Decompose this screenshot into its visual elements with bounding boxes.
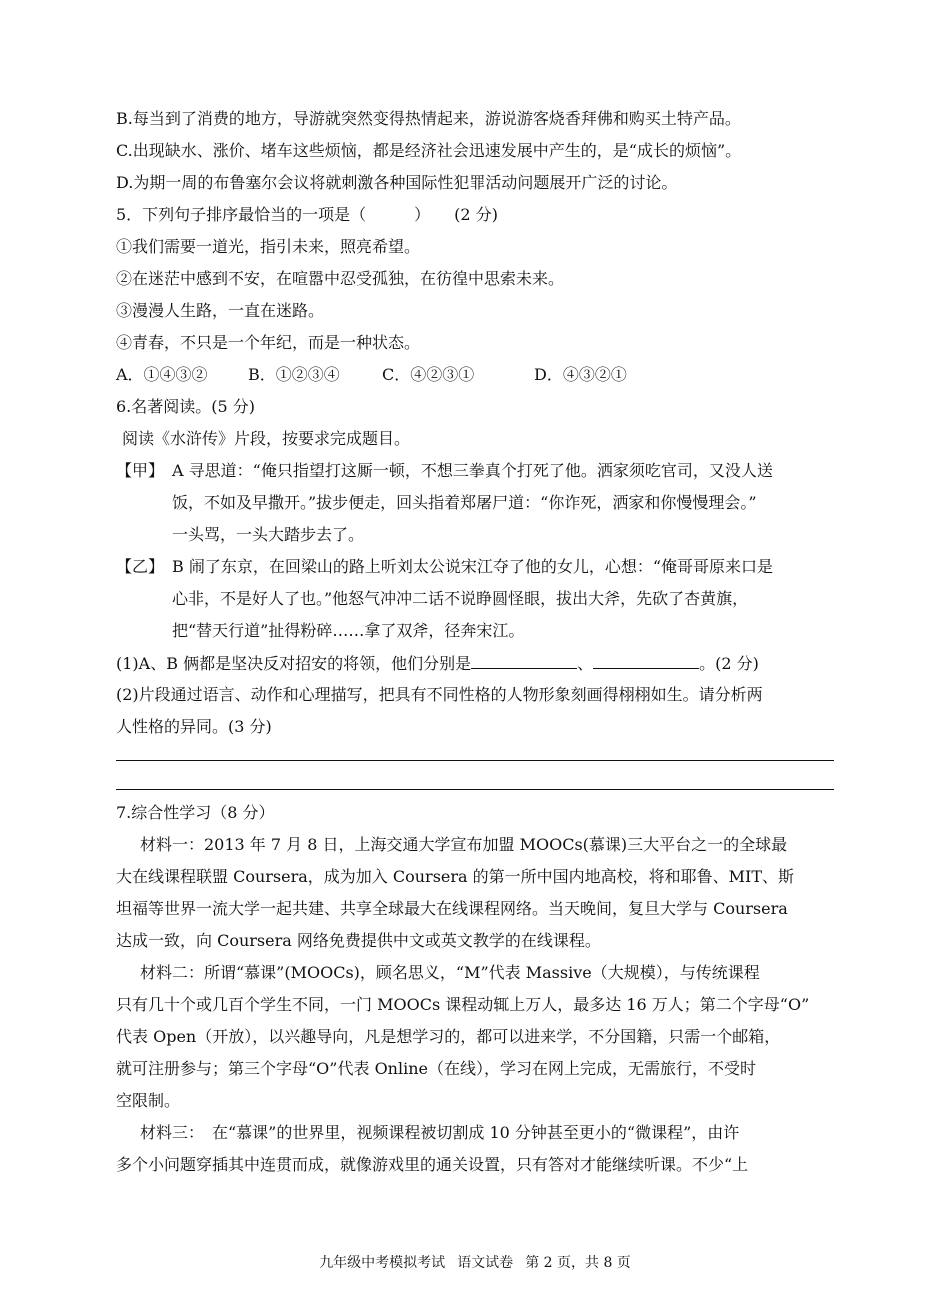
q6-passage-yi-tag: 【乙】	[116, 557, 165, 576]
q4-option-c: C.出现缺水、涨价、堵车这些烦恼，都是经济社会迅速发展中产生的，是“成长的烦恼”。	[116, 141, 742, 160]
q6-passage-jia-line-3: 一头骂，一头大踏步去了。	[172, 525, 365, 544]
q6-sub1-score: 。(2 分)	[699, 654, 759, 673]
q7-material-2-line-4: 就可注册参与；第三个字母“O”代表 Online（在线），学习在网上完成，无需旅行，不受时	[116, 1059, 756, 1078]
q6-passage-jia-line-2: 饭，不如及早撒开。”拔步便走，回头指着郑屠尸道：“你诈死，洒家和你慢慢理会。”	[172, 493, 757, 512]
q6-passage-yi-line-3: 把“替天行道”扯得粉碎……拿了双斧，径奔宋江。	[172, 621, 525, 640]
q6-sub-question-2-line-1: (2)片段通过语言、动作和心理描写，把具有不同性格的人物形象刻画得栩栩如生。请分析两	[116, 685, 763, 704]
q7-material-3-line-1: 材料三： 在“慕课”的世界里，视频课程被切割成 10 分钟甚至更小的“微课程”，由许	[140, 1123, 740, 1142]
footer-subject: 语文试卷	[457, 1255, 514, 1271]
q7-stem: 7.综合性学习（8 分）	[116, 803, 275, 822]
q7-material-2-line-3: 代表 Open（开放），以兴趣导向，凡是想学习的，都可以进来学，不分国籍，只需一个邮箱，	[116, 1027, 781, 1046]
q4-option-d: D.为期一周的布鲁塞尔会议将就刺激各种国际性犯罪活动问题展开广泛的讨论。	[116, 173, 678, 192]
q5-option-d: D．④③②①	[534, 365, 627, 384]
q6-passage-jia-tag: 【甲】	[116, 461, 165, 480]
q6-passage-yi-line-2: 心非，不是好人了也。”他怒气冲冲二话不说睁圆怪眼，拔出大斧，先砍了杏黄旗，	[172, 589, 749, 608]
q5-sentence-3: ③漫漫人生路，一直在迷路。	[116, 301, 325, 320]
q7-material-1-line-4: 达成一致，向 Coursera 网络免费提供中文或英文教学的在线课程。	[116, 931, 601, 950]
q7-material-1-line-2: 大在线课程联盟 Coursera，成为加入 Coursera 的第一所中国内地高校，将和耶鲁、MIT、斯	[116, 867, 795, 886]
q6-stem: 6.名著阅读。(5 分)	[116, 397, 256, 416]
q5-sentence-1: ①我们需要一道光，指引未来，照亮希望。	[116, 237, 421, 256]
q5-option-c: C．④②③①	[382, 365, 475, 384]
q7-material-1-line-1: 材料一：2013 年 7 月 8 日，上海交通大学宣布加盟 MOOCs(慕课)三大平台之一的全球最	[140, 835, 788, 854]
q6-intro: 阅读《水浒传》片段，按要求完成题目。	[122, 429, 411, 448]
answer-blank-a[interactable]	[471, 652, 577, 669]
q4-option-b: B.每当到了消费的地方，导游就突然变得热情起来，游说游客烧香拜佛和购买土特产品。	[116, 109, 741, 128]
q6-sub-question-1	[116, 652, 759, 675]
q6-sub-question-2-line-2: 人性格的异同。(3 分)	[116, 717, 272, 736]
q5-option-b: B．①②③④	[248, 365, 340, 384]
q7-material-2-line-1: 材料二：所谓“慕课”(MOOCs)，顾名思义，“M”代表 Massive（大规模），与传统课程	[140, 963, 760, 982]
q5-options	[116, 364, 627, 386]
page-footer	[0, 1254, 950, 1272]
q6-passage-jia-line-1: A 寻思道：“俺只指望打这厮一顿，不想三拳真个打死了他。洒家须吃官司，又没人送	[172, 461, 773, 480]
q5-stem: 5．下列句子排序最恰当的一项是（ ） (2 分)	[116, 205, 498, 224]
q6-passage-yi-line-1: B 闹了东京，在回梁山的路上听刘太公说宋江夺了他的女儿，心想：“俺哥哥原来口是	[172, 557, 774, 576]
q7-material-3-line-2: 多个小问题穿插其中连贯而成，就像游戏里的通关设置，只有答对才能继续听课。不少“上	[116, 1155, 749, 1174]
answer-line-2[interactable]	[116, 789, 834, 790]
answer-line-1[interactable]	[116, 760, 834, 761]
q5-sentence-4: ④青春，不只是一个年纪，而是一种状态。	[116, 333, 421, 352]
q7-material-2-line-2: 只有几十个或几百个学生不同，一门 MOOCs 课程动辄上万人，最多达 16 万人；第二个字母“O”	[116, 995, 810, 1014]
q7-material-2-line-5: 空限制。	[116, 1091, 181, 1110]
q6-sub1-text: (1)A、B 俩都是坚决反对招安的将领，他们分别是	[116, 654, 472, 673]
footer-exam-name: 九年级中考模拟考试	[319, 1255, 446, 1271]
q7-material-1-line-3: 坦福等世界一流大学一起共建、共享全球最大在线课程网络。当天晚间，复旦大学与 Coursera	[116, 899, 788, 918]
q6-sub1-separator: 、	[577, 654, 594, 673]
q5-sentence-2: ②在迷茫中感到不安，在喧嚣中忍受孤独，在彷徨中思索未来。	[116, 269, 565, 288]
footer-page-number: 第 2 页，共 8 页	[525, 1255, 631, 1271]
q5-option-a: A．①④③②	[116, 365, 208, 384]
answer-blank-b[interactable]	[593, 652, 699, 669]
